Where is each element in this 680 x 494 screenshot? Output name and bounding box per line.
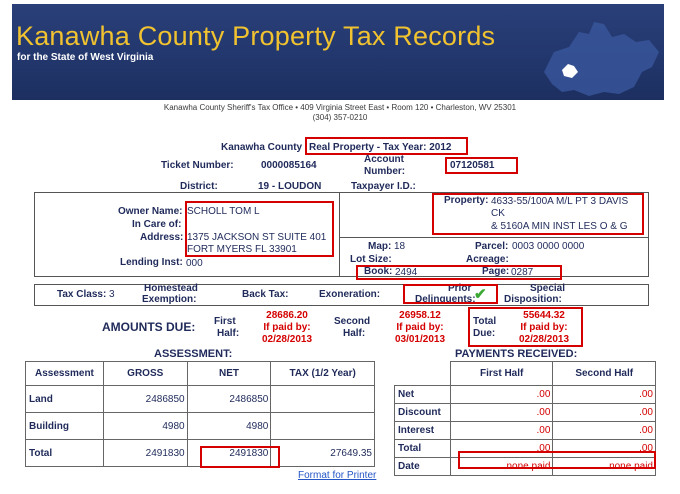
- account-label-1: Account: [364, 154, 404, 165]
- book-value: 2494: [395, 267, 418, 278]
- second-half-date: 03/01/2013: [394, 334, 446, 345]
- second-half-cell: none paid: [553, 458, 656, 476]
- gross-cell: 2491830: [103, 440, 187, 467]
- net-cell: 4980: [187, 413, 271, 440]
- care-of-label: In Care of:: [132, 219, 182, 230]
- row-label: Land: [26, 386, 104, 413]
- first-half-cell: .00: [450, 386, 552, 404]
- second-half-label-1: Second: [334, 316, 371, 327]
- table-row: [26, 413, 375, 440]
- exoneration-label: Exoneration:: [319, 289, 381, 300]
- net-cell: 2486850: [187, 386, 271, 413]
- second-half-cell: .00: [553, 422, 656, 440]
- property-line-2: CK: [491, 208, 505, 219]
- county-label: Kanawha County: [221, 142, 303, 153]
- district-value: 19 - LOUDON: [258, 181, 322, 192]
- second-half-if-paid: If paid by:: [396, 322, 444, 333]
- parcel-value: 0003 0000 0000: [512, 241, 585, 252]
- west-virginia-map-icon: [524, 12, 664, 98]
- tax-header: TAX (1/2 Year): [271, 362, 375, 386]
- second-half-amount: 26958.12: [399, 310, 441, 321]
- row-label: Building: [26, 413, 104, 440]
- first-half-amount: 28686.20: [266, 310, 308, 321]
- first-half-label-2: Half:: [217, 328, 240, 339]
- ticket-value: 0000085164: [261, 160, 317, 171]
- tax-class-label: Tax Class:: [57, 289, 107, 300]
- first-half-label-1: First: [214, 316, 236, 327]
- tax-cell: [271, 413, 375, 440]
- owner-label: Owner Name:: [118, 206, 183, 217]
- map-value: 18: [394, 241, 406, 252]
- property-highlight: [432, 193, 644, 235]
- first-half-date: 02/28/2013: [261, 334, 313, 345]
- row-label: Interest: [395, 422, 451, 440]
- second-half-cell: .00: [553, 386, 656, 404]
- table-row: [395, 422, 656, 440]
- map-label: Map:: [368, 241, 392, 252]
- special-label-1: Special: [530, 283, 566, 294]
- page-value: 0287: [511, 267, 534, 278]
- address-line-2: FORT MYERS FL 33901: [187, 244, 297, 255]
- table-row: [26, 386, 375, 413]
- back-tax-label: Back Tax:: [242, 289, 289, 300]
- row-label: Total: [395, 440, 451, 458]
- assessment-title: ASSESSMENT:: [154, 348, 233, 360]
- payments-corner: [395, 362, 451, 386]
- ticket-label: Ticket Number:: [161, 160, 234, 171]
- tax-type: Real Property - Tax Year: 2012: [309, 142, 452, 153]
- assessment-header: Assessment: [26, 362, 104, 386]
- office-address: [0, 103, 680, 123]
- tax-cell: 27649.35: [271, 440, 375, 467]
- gross-cell: 2486850: [103, 386, 187, 413]
- book-label: Book:: [364, 266, 393, 277]
- taxpayer-label: Taxpayer I.D.:: [351, 181, 416, 192]
- tax-type-highlight: [305, 137, 468, 155]
- homestead-label-1: Homestead: [144, 283, 198, 294]
- account-highlight: [445, 157, 518, 174]
- gross-header: GROSS: [103, 362, 187, 386]
- office-phone: (304) 357-0210: [312, 113, 368, 122]
- site-subtitle: for the State of West Virginia: [17, 52, 154, 63]
- second-half-header: Second Half: [553, 362, 656, 386]
- address-line-1: 1375 JACKSON ST SUITE 401: [187, 232, 327, 243]
- property-label: Property:: [444, 195, 489, 206]
- site-title: Kanawha County Property Tax Records: [16, 21, 496, 51]
- acreage-label: Acreage:: [466, 254, 509, 265]
- first-half-cell: .00: [450, 404, 552, 422]
- none-paid-highlight: [458, 451, 656, 469]
- net-cell: 2491830: [187, 440, 271, 467]
- lending-value: 000: [186, 258, 203, 269]
- checkmark-icon: ✔: [474, 286, 487, 303]
- page-label: Page:: [482, 266, 510, 277]
- homestead-label-2: Exemption:: [142, 294, 197, 305]
- first-half-if-paid: If paid by:: [263, 322, 311, 333]
- prior-label-1: Prior: [448, 283, 472, 294]
- prior-label-2: Delinquents:: [415, 294, 476, 305]
- second-half-cell: .00: [553, 404, 656, 422]
- lot-size-label: Lot Size:: [350, 254, 392, 265]
- net-header: NET: [187, 362, 271, 386]
- panel-hdivider: [339, 237, 649, 238]
- tax-class-value: 3: [109, 289, 115, 300]
- address-label: Address:: [140, 232, 184, 243]
- payments-title: PAYMENTS RECEIVED:: [455, 348, 578, 360]
- header-banner: [12, 4, 664, 100]
- table-row: [395, 404, 656, 422]
- special-label-2: Disposition:: [504, 294, 562, 305]
- row-label: Date: [395, 458, 451, 476]
- total-due-if-paid: If paid by:: [520, 322, 568, 333]
- gross-cell: 4980: [103, 413, 187, 440]
- row-label: Total: [26, 440, 104, 467]
- second-half-label-2: Half:: [343, 328, 366, 339]
- total-due-date: 02/28/2013: [518, 334, 570, 345]
- table-row: [395, 386, 656, 404]
- first-half-cell: .00: [450, 422, 552, 440]
- first-half-cell: none paid: [450, 458, 552, 476]
- property-line-3: & 5160A MIN INST LES O & G: [491, 221, 628, 232]
- panel-divider: [339, 192, 340, 277]
- tax-cell: [271, 386, 375, 413]
- total-due-highlight: [468, 307, 583, 347]
- total-due-label-1: Total: [473, 316, 497, 327]
- first-half-cell: .00: [450, 440, 552, 458]
- prior-delinquents-highlight: [403, 284, 498, 304]
- amounts-due-title: AMOUNTS DUE:: [102, 320, 196, 334]
- total-due-amount: 55644.32: [523, 310, 565, 321]
- first-half-header: First Half: [450, 362, 552, 386]
- format-for-printer-link[interactable]: Format for Printer: [298, 470, 377, 481]
- property-line-1: 4633-55/100A M/L PT 3 DAVIS: [491, 196, 629, 207]
- district-label: District:: [180, 181, 218, 192]
- lending-label: Lending Inst:: [120, 257, 183, 268]
- account-label-2: Number:: [364, 166, 406, 177]
- net-total-highlight: [200, 446, 280, 468]
- total-due-label-2: Due:: [473, 328, 496, 339]
- account-value: 07120581: [450, 160, 495, 171]
- owner-highlight: [185, 201, 334, 257]
- row-label: Net: [395, 386, 451, 404]
- second-half-cell: .00: [553, 440, 656, 458]
- row-label: Discount: [395, 404, 451, 422]
- owner-value: SCHOLL TOM L: [187, 206, 260, 217]
- office-address-line: Kanawha County Sheriff's Tax Office • 409 Virginia Street East • Room 120 • Charleston, WV 25301: [163, 103, 517, 112]
- parcel-label: Parcel:: [475, 241, 509, 252]
